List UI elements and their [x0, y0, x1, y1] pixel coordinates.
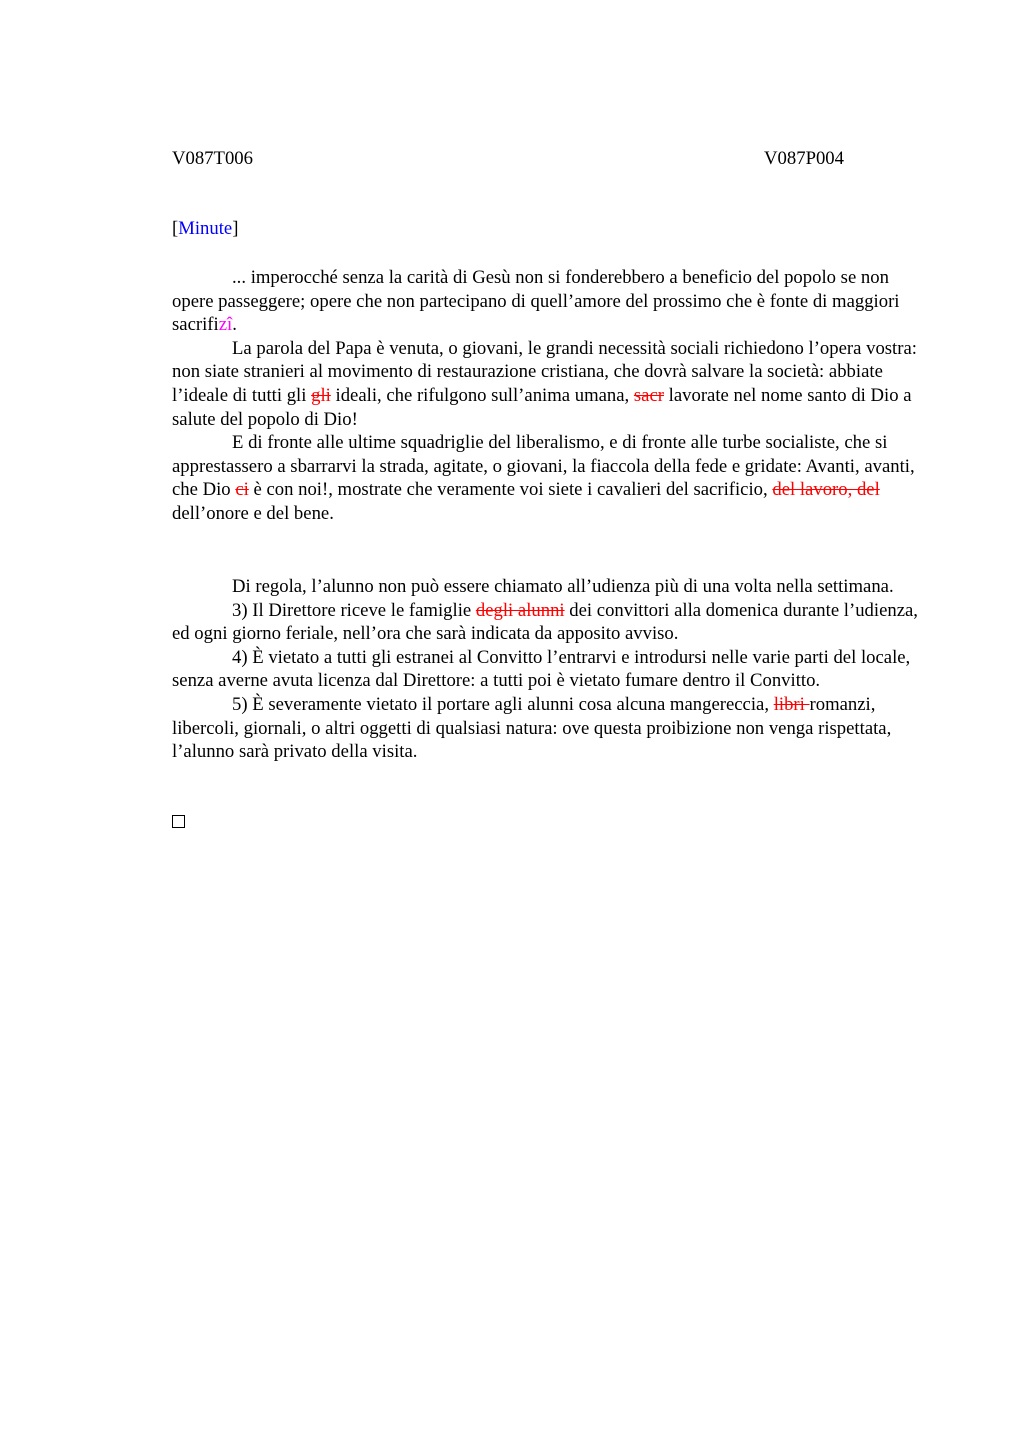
deleted-text: ci	[235, 479, 249, 501]
text-run: dei convittori alla domenica durante l’udienza, ed ogni giorno feriale, nell’ora che sarà indicata da apposito avviso.	[172, 599, 918, 645]
text-run: lavorate nel nome santo di Dio a salute del popolo di Dio!	[172, 384, 912, 430]
text-run: La parola del Papa è venuta, o giovani, le grandi necessità sociali richiedono l’opera vostra: non siate stranieri al movimento di restaurazione cristiana, che dovrà salvare la società: abbiate l’ideale di tutti gli	[172, 337, 917, 406]
text-run: Di regola, l’alunno non può essere chiamato all’udienza più di una volta nella settimana.	[232, 576, 894, 597]
paragraph	[172, 337, 927, 431]
text-run: dell’onore e del bene.	[172, 502, 334, 524]
text-run: ... imperocché senza la carità di Gesù non si fonderebbero a beneficio del popolo se non opere passeggere; opere che non partecipano di quell’amore del prossimo che è fonte di maggiori sacrifi	[172, 267, 900, 336]
deleted-text: degli alunni	[475, 599, 565, 621]
section-minute-text	[172, 266, 927, 526]
header-left-code: V087T006	[172, 148, 253, 169]
paragraph	[172, 266, 927, 337]
paragraph	[172, 599, 927, 646]
text-run: 3) Il Direttore riceve le famiglie	[232, 599, 476, 621]
label-text: Minute	[178, 218, 233, 239]
text-run: E di fronte alle ultime squadriglie del liberalismo, e di fronte alle turbe socialiste, che si apprestassero a sbarrarvi la strada, agitate, o giovani, la fiaccola della fede e gridate: Avanti, avanti, che Dio	[172, 432, 915, 501]
deleted-text: libri	[773, 693, 810, 715]
deleted-text: gli	[311, 384, 331, 406]
header-right-code: V087P004	[764, 148, 844, 169]
section-label	[172, 217, 238, 241]
section-regulations-text	[172, 575, 927, 764]
label-close-bracket: ]	[232, 218, 239, 239]
paragraph	[172, 646, 927, 693]
square-outline-icon	[172, 815, 185, 828]
text-run: ideali, che rifulgono sull’anima umana,	[330, 384, 634, 406]
deleted-text: sacr	[633, 384, 664, 406]
paragraph	[172, 575, 927, 599]
page-header	[172, 147, 844, 171]
text-run: 4) È vietato a tutti gli estranei al Convitto l’entrarvi e introdursi nelle varie parti del locale, senza averne avuta licenza dal Direttore: a tutti poi è vietato fumare dentro il Convitto.	[172, 646, 911, 692]
deleted-text: del lavoro, del	[772, 479, 880, 501]
text-run: è con noi!, mostrate che veramente voi siete i cavalieri del sacrificio,	[248, 479, 773, 501]
paragraph	[172, 693, 927, 764]
label-open-bracket: [	[172, 218, 179, 239]
addition-text: zî	[218, 314, 233, 336]
text-run: romanzi, libercoli, giornali, o altri oggetti di qualsiasi natura: ove questa proibizione non venga rispettata, l’alunno sarà privato della visita.	[172, 693, 892, 763]
text-run: .	[232, 314, 237, 336]
paragraph	[172, 431, 927, 525]
text-run: 5) È severamente vietato il portare agli alunni cosa alcuna mangereccia,	[232, 693, 774, 715]
